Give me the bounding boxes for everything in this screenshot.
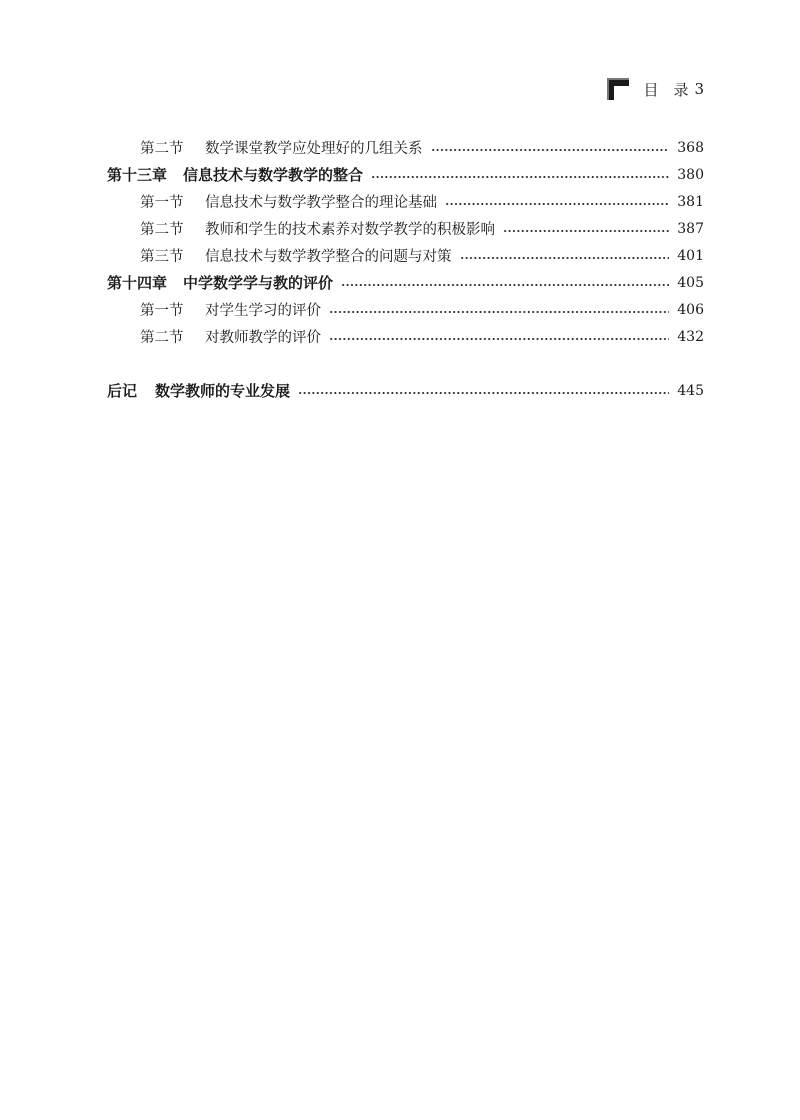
- entry-number: 第二节: [140, 330, 184, 346]
- header-label: 目 录: [643, 80, 689, 99]
- header-page-number: 3: [694, 80, 704, 98]
- dot-leader: [431, 149, 670, 151]
- entry-title: 教师和学生的技术素养对数学教学的积极影响: [205, 222, 495, 238]
- entry-page: 406: [677, 301, 704, 318]
- dot-leader: [341, 284, 669, 286]
- corner-mark-icon: [607, 78, 629, 100]
- entry-number: 后记: [107, 382, 138, 400]
- entry-title: 信息技术与数学教学整合的理论基础: [205, 195, 437, 211]
- entry-title: 中学数学学与教的评价: [183, 274, 334, 292]
- toc-entry[interactable]: [107, 323, 704, 350]
- dot-leader: [298, 392, 669, 394]
- toc-entry[interactable]: [107, 188, 704, 215]
- entry-number: 第一节: [140, 303, 184, 319]
- entry-title: 信息技术与数学教学的整合: [183, 166, 364, 184]
- entry-number: 第一节: [140, 195, 184, 211]
- entry-number: 第十三章: [107, 166, 168, 184]
- entry-page: 432: [677, 328, 704, 345]
- toc-entry[interactable]: [107, 242, 704, 269]
- running-header: [607, 78, 704, 100]
- entry-title: 对教师教学的评价: [205, 330, 321, 346]
- dot-leader: [503, 230, 669, 232]
- table-of-contents: [107, 134, 704, 404]
- entry-title: 对学生学习的评价: [205, 303, 321, 319]
- toc-chapter-entry[interactable]: [107, 269, 704, 296]
- entry-title: 信息技术与数学教学整合的问题与对策: [205, 249, 452, 265]
- dot-leader: [329, 338, 669, 340]
- entry-title: 数学课堂教学应处理好的几组关系: [205, 141, 423, 157]
- dot-leader: [460, 257, 670, 259]
- dot-leader: [329, 311, 669, 313]
- entry-page: 368: [677, 139, 704, 156]
- toc-entry[interactable]: [107, 215, 704, 242]
- toc-entry[interactable]: [107, 134, 704, 161]
- entry-number: 第十四章: [107, 274, 168, 292]
- toc-entry[interactable]: [107, 296, 704, 323]
- entry-title: 数学教师的专业发展: [155, 382, 291, 400]
- toc-chapter-entry[interactable]: [107, 161, 704, 188]
- entry-page: 405: [677, 274, 704, 291]
- entry-number: 第二节: [140, 222, 184, 238]
- dot-leader: [371, 176, 669, 178]
- entry-page: 445: [677, 382, 704, 399]
- toc-afterword-entry[interactable]: [107, 377, 704, 404]
- entry-page: 387: [677, 220, 704, 237]
- entry-number: 第三节: [140, 249, 184, 265]
- dot-leader: [445, 203, 669, 205]
- entry-page: 380: [677, 166, 704, 183]
- entry-page: 381: [677, 193, 704, 210]
- entry-page: 401: [677, 247, 704, 264]
- entry-number: 第二节: [140, 141, 184, 157]
